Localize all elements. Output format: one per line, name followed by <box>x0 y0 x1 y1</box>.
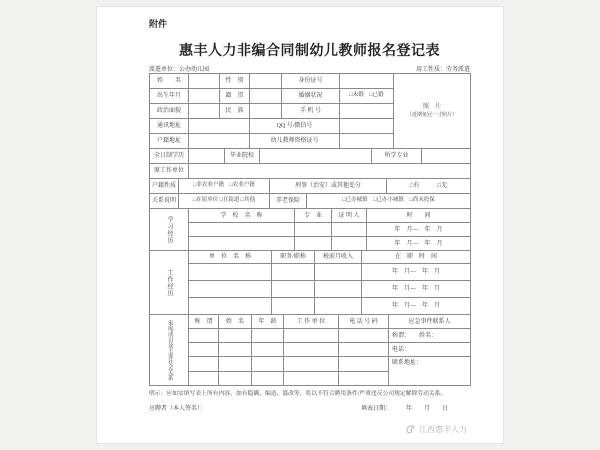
watermark-text: 江西惠丰人力 <box>419 425 467 434</box>
marital-checkboxes: □未婚 □已婚 <box>340 89 394 104</box>
gender-label: 性 别 <box>220 74 250 89</box>
notice-text: 明示：应如实填写表上所有内容，如有隐瞒、编造、篡改等，将以不符合聘用条件/严重违反公司规定解除劳动关系。 <box>149 391 447 397</box>
family-phone-header: 电 话 号 码 <box>339 315 389 329</box>
mail-address-value-cell <box>189 119 250 134</box>
criminal-label: 刑事（治安）或其他处分 <box>270 179 387 194</box>
family-phone-cell <box>339 357 389 372</box>
edu-time-header: 时 间 <box>367 209 471 223</box>
major-value-cell <box>422 149 471 164</box>
family-section <box>150 315 471 386</box>
edu-major-cell <box>295 237 332 251</box>
emergency-address-cell: 联系地址： <box>389 357 471 386</box>
work-unit-cell <box>189 281 272 298</box>
former-employer-label: 原工作单位 <box>150 164 189 179</box>
work-unit-header: 单 位 名 称 <box>189 251 272 264</box>
family-age-cell <box>252 357 284 372</box>
edu-major-cell <box>295 223 332 237</box>
work-income-cell <box>315 281 362 298</box>
work-time-cell: 年 月— 年 月 <box>362 298 471 315</box>
family-employer-cell <box>284 329 339 343</box>
fill-date-label: 填表日期： 年 月 日 <box>360 406 448 412</box>
major-label: 所学专业 <box>372 149 422 164</box>
marital-label: 婚姻状况 <box>282 89 340 104</box>
school-name-cell <box>189 223 295 237</box>
scanned-form-page <box>96 6 504 444</box>
ethnic-value-cell <box>250 104 282 119</box>
political-value-cell <box>189 104 220 119</box>
edu-reference-cell <box>332 237 367 251</box>
pension-checkboxes: □已办城镇 □已办小城镇 □尚未投保 <box>307 194 471 209</box>
work-row <box>189 264 471 281</box>
residence-address-value-cell <box>189 134 250 149</box>
form-subheader <box>149 64 470 73</box>
form-title: 惠丰人力非编合同制幼儿教师报名登记表 <box>179 42 440 58</box>
college-label: 毕业院校 <box>225 149 260 164</box>
former-employer-value-cell <box>189 164 471 179</box>
education-row <box>189 237 471 251</box>
birth-value-cell <box>189 89 220 104</box>
pension-label: 养老保险 <box>270 194 307 209</box>
hukou-row <box>150 179 471 194</box>
edu-reference-cell <box>332 223 367 237</box>
work-income-cell <box>315 298 362 315</box>
family-section-label: 家庭成员及主要社会关系 <box>150 315 189 386</box>
signature-row <box>149 403 470 412</box>
family-age-cell <box>252 343 284 357</box>
work-unit-cell <box>189 264 272 281</box>
college-value-cell <box>260 149 372 164</box>
teacher-cert-label: 幼儿教师资格证号 <box>250 134 340 149</box>
work-time-header: 在 职 时 间 <box>362 251 471 264</box>
relation-checkboxes: □在原单位 □在街道 □其他 <box>179 194 270 209</box>
family-employer-cell <box>284 372 339 386</box>
hukou-checkboxes: □非农业户籍 □农业户籍 <box>179 179 270 194</box>
education-row <box>189 223 471 237</box>
family-phone-cell <box>339 329 389 343</box>
family-phone-cell <box>339 372 389 386</box>
photo-cell <box>394 74 471 149</box>
family-row <box>189 372 389 386</box>
work-row <box>189 281 471 298</box>
native-place-label: 籍 贯 <box>220 89 250 104</box>
school-name-header: 学 校 名 称 <box>189 209 295 223</box>
emergency-relation-name-cell: 称谓： 姓名： <box>389 329 471 343</box>
hukou-label: 户籍性质 <box>150 179 179 194</box>
name-value-cell <box>189 74 220 89</box>
education-degree-row <box>150 149 471 164</box>
edu-time-cell: 年 月— 年 月 <box>367 223 471 237</box>
family-relation-cell <box>189 372 219 386</box>
work-time-cell: 年 月— 年 月 <box>362 281 471 298</box>
huifeng-logo-icon <box>405 424 416 435</box>
teacher-cert-value-cell <box>340 134 394 149</box>
family-row <box>189 357 389 372</box>
degree-value-cell <box>189 149 225 164</box>
photo-note: （近期免冠一寸照片） <box>406 113 457 118</box>
education-history-label: 学习经历 <box>150 209 189 251</box>
family-age-header: 年 龄 <box>252 315 284 329</box>
political-label: 政治面貌 <box>150 104 189 119</box>
family-relation-header: 称 谓 <box>189 315 219 329</box>
work-history-label: 工作经历 <box>150 251 189 315</box>
family-name-header: 姓 名 <box>219 315 252 329</box>
work-title-cell <box>272 281 315 298</box>
family-age-cell <box>252 329 284 343</box>
gender-value-cell <box>250 74 282 89</box>
family-relation-cell <box>189 329 219 343</box>
family-relation-cell <box>189 357 219 372</box>
applicant-signature-label: 应聘者（本人签名）： <box>149 406 207 412</box>
work-time-cell: 年 月— 年 月 <box>362 264 471 281</box>
degree-label: 全日制学历 <box>150 149 189 164</box>
employment-nature-label: 用工性质：劳务派遣 <box>415 67 470 73</box>
native-place-value-cell <box>250 89 282 104</box>
family-name-cell <box>219 372 252 386</box>
work-row <box>189 298 471 315</box>
attachment-label: 附件 <box>149 19 168 29</box>
watermark <box>405 424 467 435</box>
name-label: 姓 名 <box>150 74 189 89</box>
relation-note-label: 关系说明 <box>150 194 179 209</box>
id-number-label: 身份证号 <box>282 74 340 89</box>
family-name-cell <box>219 329 252 343</box>
family-row <box>189 343 389 357</box>
criminal-checkboxes: □有 □无 <box>387 179 471 194</box>
qq-wechat-value-cell <box>340 119 394 134</box>
work-unit-cell <box>189 298 272 315</box>
relation-pension-row <box>150 194 471 209</box>
family-name-cell <box>219 357 252 372</box>
edu-time-cell: 年 月— 年 月 <box>367 237 471 251</box>
dispatch-unit-label: 派遣单位：公办幼儿园 <box>149 67 210 73</box>
family-employer-cell <box>284 343 339 357</box>
family-age-cell <box>252 372 284 386</box>
photo-label: 照 片 <box>422 104 441 110</box>
id-number-value-cell <box>340 74 394 89</box>
edu-reference-header: 证 明 人 <box>332 209 367 223</box>
emergency-phone-cell: 电话： <box>389 343 471 357</box>
work-title-header: 职务/职称 <box>272 251 315 264</box>
registration-table <box>149 73 471 386</box>
work-title-cell <box>272 264 315 281</box>
work-income-cell <box>315 264 362 281</box>
edu-major-header: 专 业 <box>295 209 332 223</box>
family-employer-header: 工 作 单 位 <box>284 315 339 329</box>
mobile-label: 手 机 号 <box>282 104 340 119</box>
section-basic-top <box>150 74 471 149</box>
family-row <box>189 329 389 343</box>
emergency-contact-header: 应急事件联系人 <box>389 315 471 329</box>
work-title-cell <box>272 298 315 315</box>
work-history-section <box>150 251 471 315</box>
qq-wechat-label: QQ 号/微信号 <box>250 119 340 134</box>
family-relation-cell <box>189 343 219 357</box>
mail-address-label: 通讯地址 <box>150 119 189 134</box>
former-employer-row <box>150 164 471 179</box>
work-income-header: 税前月收入 <box>315 251 362 264</box>
family-name-cell <box>219 343 252 357</box>
family-employer-cell <box>284 357 339 372</box>
residence-address-label: 户籍地址 <box>150 134 189 149</box>
education-history-section <box>150 209 471 251</box>
birth-label: 出生年月 <box>150 89 189 104</box>
family-phone-cell <box>339 343 389 357</box>
ethnic-label: 民 族 <box>220 104 250 119</box>
school-name-cell <box>189 237 295 251</box>
mobile-value-cell <box>340 104 394 119</box>
